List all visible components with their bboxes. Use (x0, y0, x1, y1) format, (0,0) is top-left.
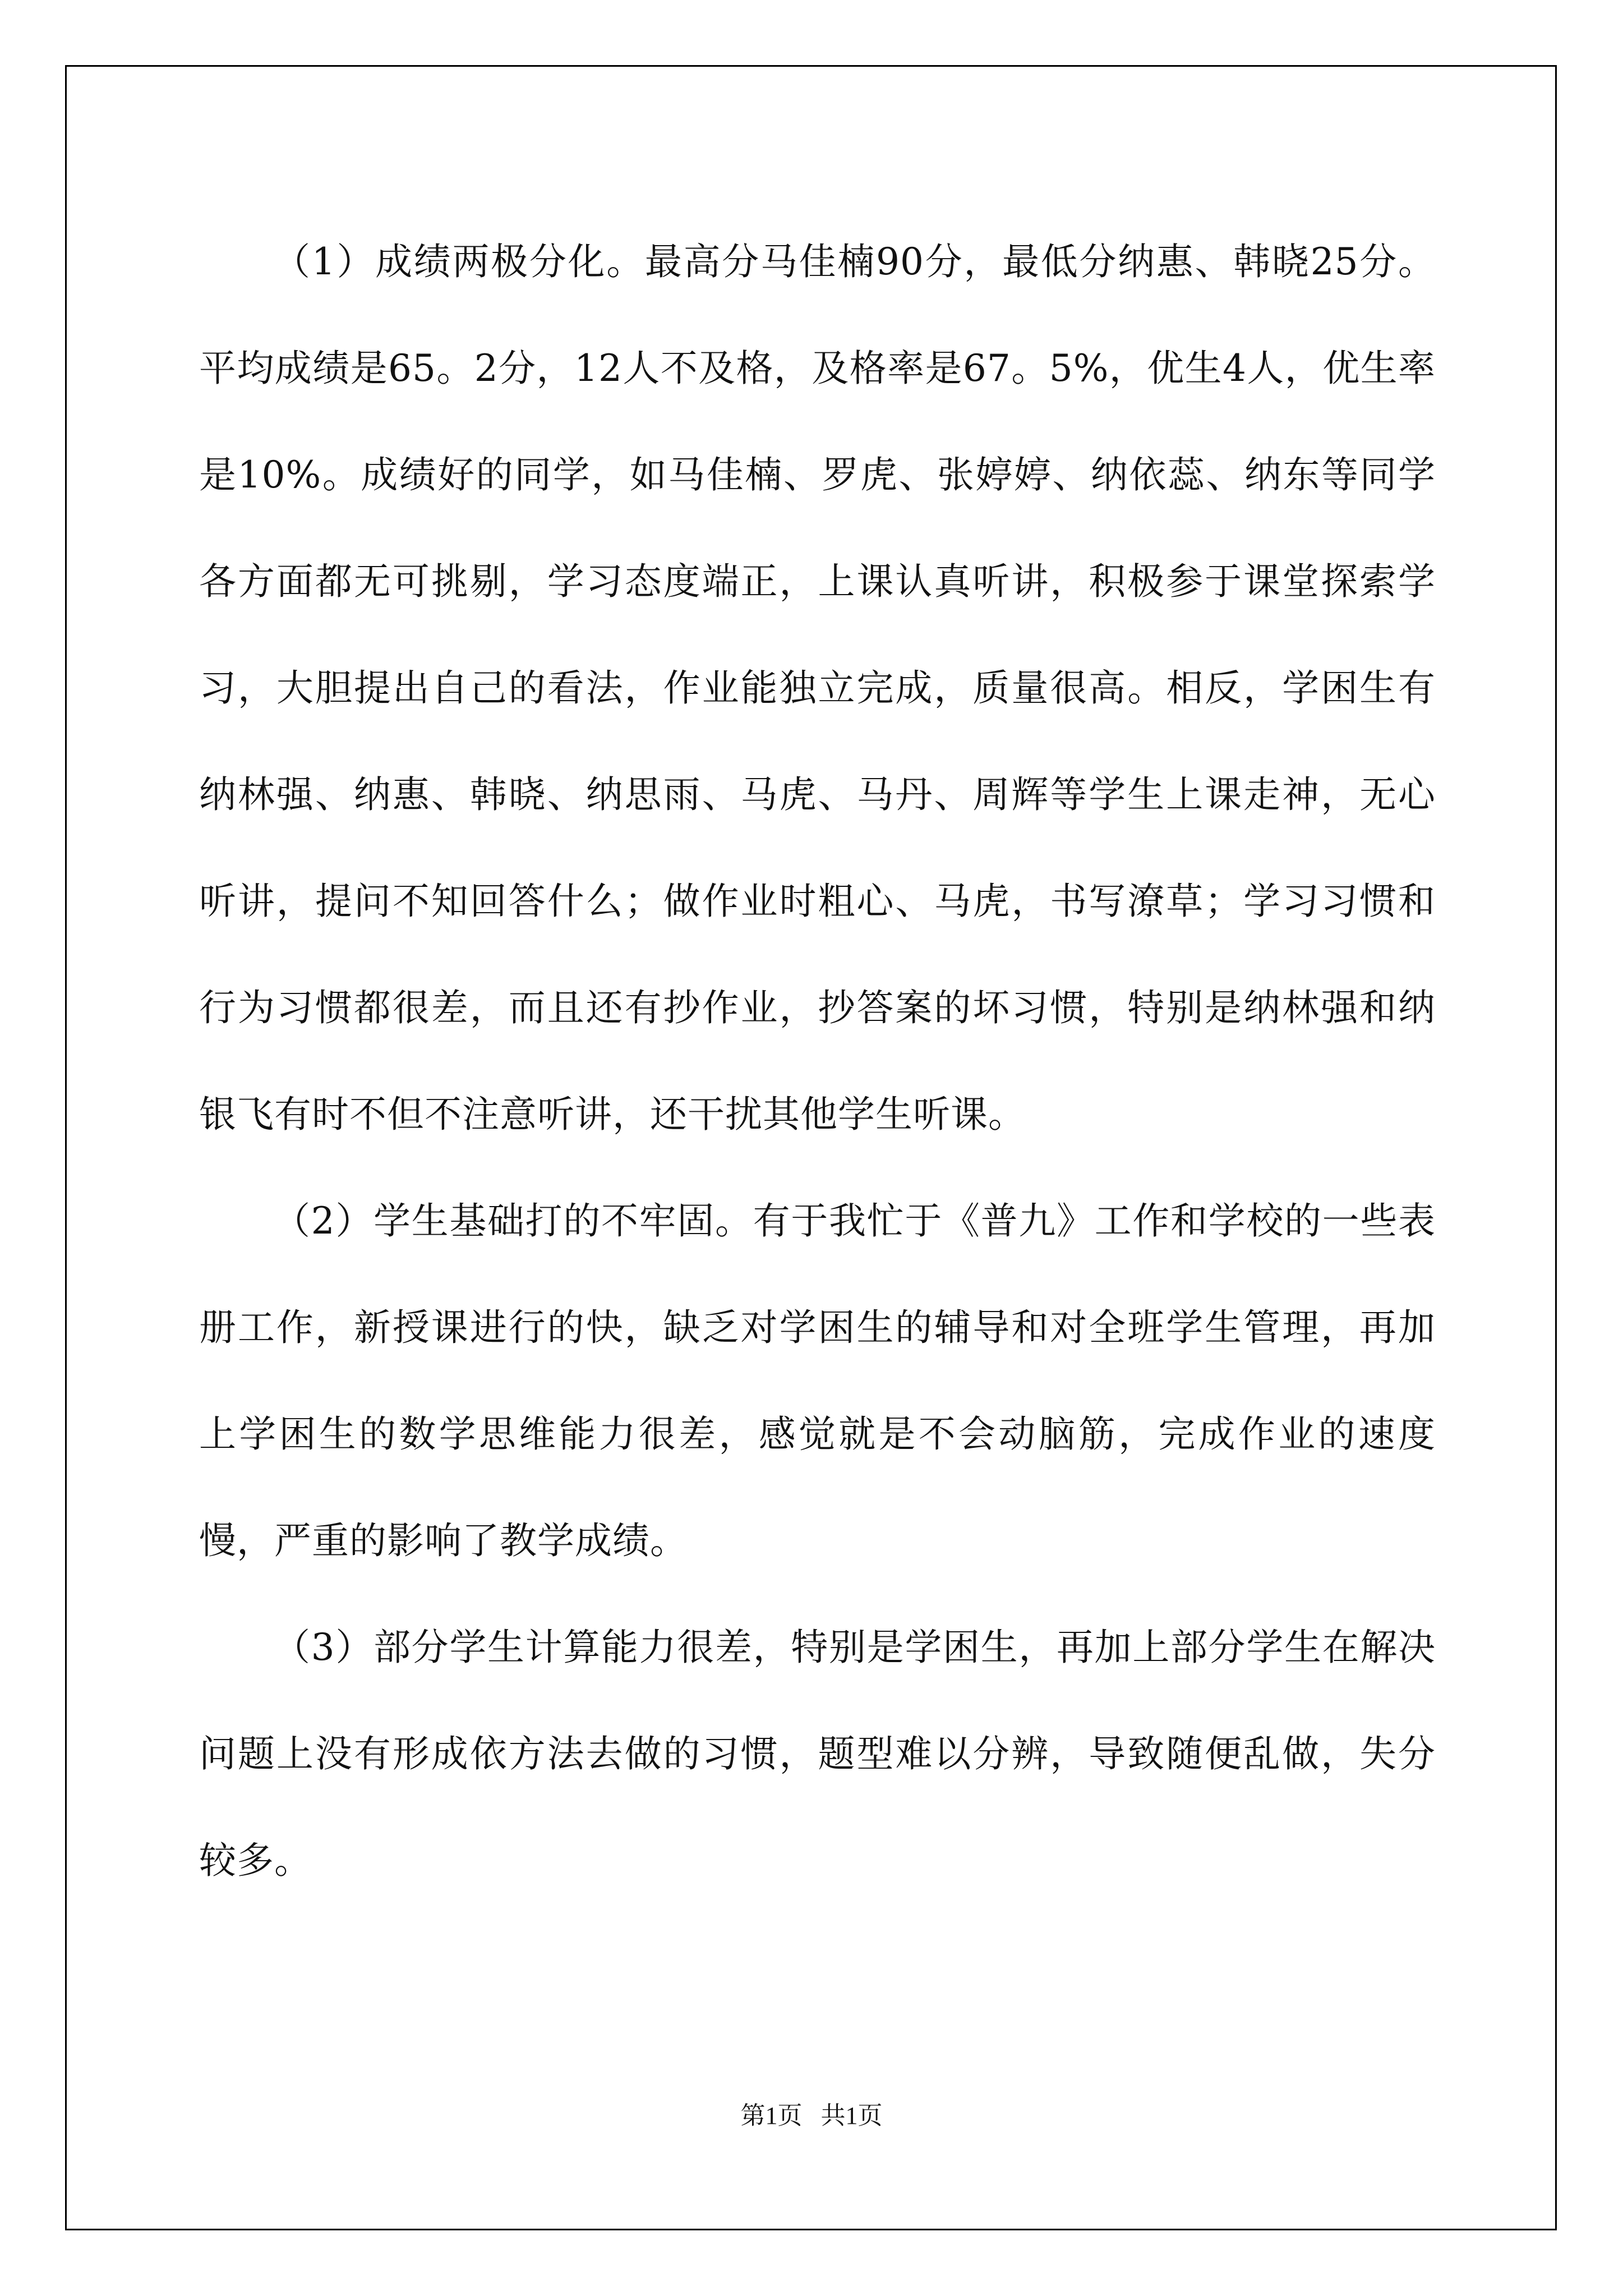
page-number-footer: 第1页 共1页 (740, 2102, 883, 2129)
paragraph-1: （1）成绩两极分化。最高分马佳楠90分，最低分纳惠、韩晓25分。平均成绩是65。2分，12人不及格，及格率是67。5%，优生4人，优生率是10%。成绩好的同学，如马佳楠、罗虎、张婷婷、纳依蕊、纳东等同学各方面都无可挑剔，学习态度端正，上课认真听讲，积极参于课堂探索学习，大胆提出自己的看法，作业能独立完成，质量很高。相反，学困生有纳林强、纳惠、韩晓、纳思雨、马虎、马丹、周辉等学生上课走神，无心听讲，提问不知回答什么；做作业时粗心、马虎，书写潦草；学习习惯和行为习惯都很差，而且还有抄作业，抄答案的坏习惯，特别是纳林强和纳银飞有时不但不注意听讲，还干扰其他学生听课。 (199, 240, 1436, 1136)
document-body (199, 209, 1436, 1914)
paragraph-2: （2）学生基础打的不牢固。有于我忙于《普九》工作和学校的一些表册工作，新授课进行的快，缺乏对学困生的辅导和对全班学生管理，再加上学困生的数学思维能力很差，感觉就是不会动脑筋，完成作业的速度慢，严重的影响了教学成绩。 (199, 1199, 1436, 1562)
paragraph-3: （3）部分学生计算能力很差，特别是学困生，再加上部分学生在解决问题上没有形成依方法去做的习惯，题型难以分辨，导致随便乱做，失分较多。 (199, 1626, 1436, 1882)
